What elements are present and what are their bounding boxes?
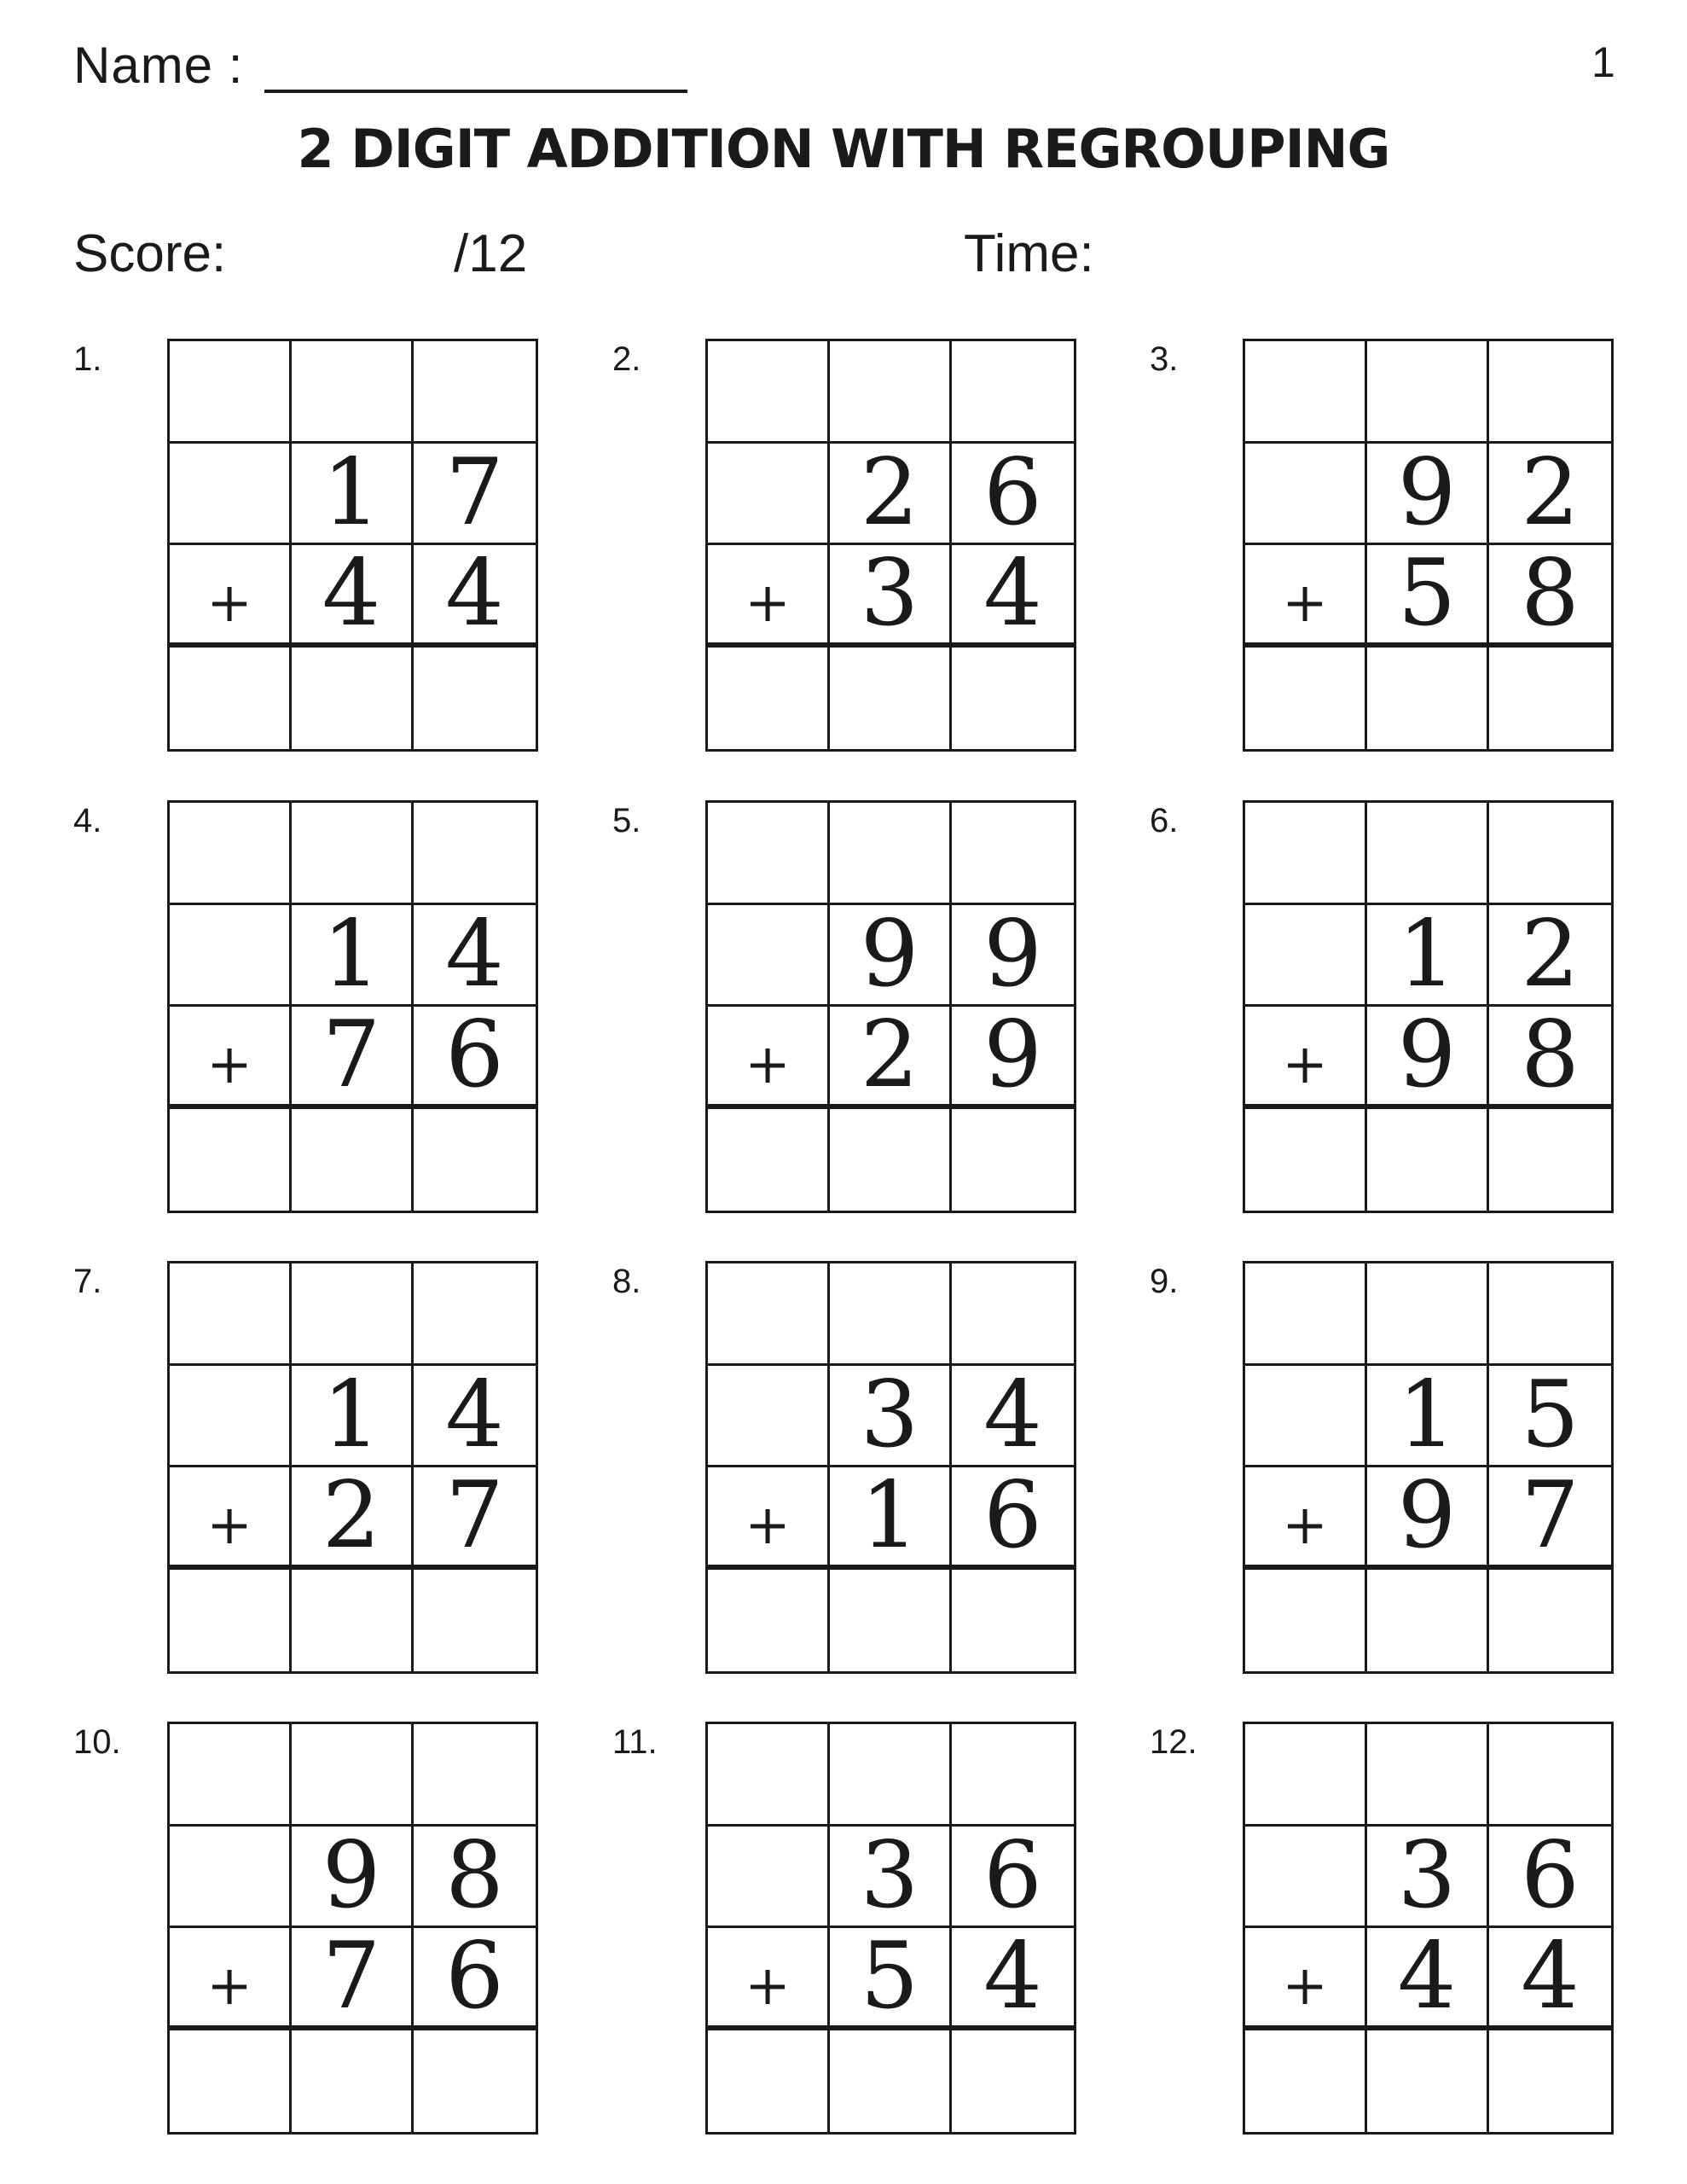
carry-cell[interactable] xyxy=(1489,341,1611,444)
answer-cell[interactable] xyxy=(1489,2030,1611,2133)
empty-cell xyxy=(1245,905,1367,1008)
bottom-digit: 1 xyxy=(830,1467,952,1570)
bottom-digit: 8 xyxy=(1489,545,1611,648)
answer-cell[interactable] xyxy=(1489,1109,1611,1211)
answer-cell[interactable] xyxy=(830,2030,952,2133)
problem-number: 12. xyxy=(1150,1723,1197,1761)
answer-cell[interactable] xyxy=(170,1570,292,1672)
answer-cell[interactable] xyxy=(414,1109,536,1211)
addition-grid xyxy=(1243,1722,1614,2135)
top-digit: 1 xyxy=(292,444,414,546)
name-field[interactable] xyxy=(264,90,687,93)
addition-grid xyxy=(1243,1261,1614,1674)
carry-cell[interactable] xyxy=(952,1263,1074,1366)
plus-sign: + xyxy=(708,545,830,648)
plus-sign: + xyxy=(708,1467,830,1570)
top-digit: 2 xyxy=(1489,905,1611,1008)
addition-grid xyxy=(1243,339,1614,752)
addition-grid xyxy=(167,1722,538,2135)
carry-cell[interactable] xyxy=(292,1263,414,1366)
carry-cell[interactable] xyxy=(952,803,1074,905)
carry-cell[interactable] xyxy=(292,341,414,444)
addition-grid xyxy=(705,800,1076,1213)
empty-cell xyxy=(170,905,292,1008)
answer-cell[interactable] xyxy=(1245,648,1367,750)
plus-sign: + xyxy=(1245,1007,1367,1109)
problem-number: 6. xyxy=(1150,802,1179,839)
bottom-digit: 5 xyxy=(830,1928,952,2030)
bottom-digit: 2 xyxy=(292,1467,414,1570)
carry-cell[interactable] xyxy=(830,1263,952,1366)
answer-cell[interactable] xyxy=(292,1109,414,1211)
bottom-digit: 4 xyxy=(1489,1928,1611,2030)
carry-cell[interactable] xyxy=(414,803,536,905)
page-number: 1 xyxy=(1591,38,1615,86)
carry-cell[interactable] xyxy=(1367,1724,1489,1827)
top-digit: 1 xyxy=(292,1366,414,1468)
carry-cell[interactable] xyxy=(1489,803,1611,905)
carry-cell[interactable] xyxy=(830,341,952,444)
answer-cell[interactable] xyxy=(414,1570,536,1672)
problem-number: 3. xyxy=(1150,340,1179,378)
answer-cell[interactable] xyxy=(708,2030,830,2133)
carry-cell[interactable] xyxy=(414,1263,536,1366)
carry-cell[interactable] xyxy=(292,1724,414,1827)
top-digit: 3 xyxy=(1367,1827,1489,1929)
empty-cell xyxy=(1245,1366,1367,1468)
top-digit: 3 xyxy=(830,1366,952,1468)
empty-cell xyxy=(170,1263,292,1366)
answer-cell[interactable] xyxy=(708,1570,830,1672)
plus-sign: + xyxy=(170,1467,292,1570)
addition-grid xyxy=(167,1261,538,1674)
empty-cell xyxy=(170,1827,292,1929)
answer-cell[interactable] xyxy=(830,648,952,750)
top-digit: 7 xyxy=(414,444,536,546)
empty-cell xyxy=(708,1263,830,1366)
bottom-digit: 9 xyxy=(1367,1007,1489,1109)
empty-cell xyxy=(1245,1827,1367,1929)
answer-cell[interactable] xyxy=(1367,1109,1489,1211)
plus-sign: + xyxy=(170,1007,292,1109)
problem-number: 9. xyxy=(1150,1263,1179,1300)
top-digit: 1 xyxy=(292,905,414,1008)
bottom-digit: 7 xyxy=(414,1467,536,1570)
top-digit: 6 xyxy=(952,1827,1074,1929)
top-digit: 1 xyxy=(1367,905,1489,1008)
top-digit: 1 xyxy=(1367,1366,1489,1468)
empty-cell xyxy=(170,341,292,444)
bottom-digit: 4 xyxy=(292,545,414,648)
addition-grid xyxy=(1243,800,1614,1213)
top-digit: 9 xyxy=(830,905,952,1008)
carry-cell[interactable] xyxy=(952,341,1074,444)
addition-grid xyxy=(705,1261,1076,1674)
top-digit: 4 xyxy=(952,1366,1074,1468)
empty-cell xyxy=(170,803,292,905)
bottom-digit: 5 xyxy=(1367,545,1489,648)
addition-grid xyxy=(167,800,538,1213)
empty-cell xyxy=(1245,803,1367,905)
answer-cell[interactable] xyxy=(414,2030,536,2133)
answer-cell[interactable] xyxy=(952,648,1074,750)
carry-cell[interactable] xyxy=(414,1724,536,1827)
score-total: /12 xyxy=(454,224,528,283)
top-digit: 9 xyxy=(1367,444,1489,546)
carry-cell[interactable] xyxy=(1489,1724,1611,1827)
answer-cell[interactable] xyxy=(952,2030,1074,2133)
name-label: Name : xyxy=(73,37,244,94)
answer-cell[interactable] xyxy=(1489,1570,1611,1672)
plus-sign: + xyxy=(1245,1928,1367,2030)
top-digit: 2 xyxy=(1489,444,1611,546)
top-digit: 6 xyxy=(1489,1827,1611,1929)
empty-cell xyxy=(708,1724,830,1827)
plus-sign: + xyxy=(1245,1467,1367,1570)
empty-cell xyxy=(170,444,292,546)
answer-cell[interactable] xyxy=(1367,1570,1489,1672)
carry-cell[interactable] xyxy=(830,1724,952,1827)
answer-cell[interactable] xyxy=(292,2030,414,2133)
bottom-digit: 6 xyxy=(414,1928,536,2030)
empty-cell xyxy=(708,905,830,1008)
problem-number: 4. xyxy=(73,802,102,839)
answer-cell[interactable] xyxy=(1245,1570,1367,1672)
carry-cell[interactable] xyxy=(414,341,536,444)
bottom-digit: 9 xyxy=(1367,1467,1489,1570)
answer-cell[interactable] xyxy=(292,648,414,750)
top-digit: 8 xyxy=(414,1827,536,1929)
bottom-digit: 7 xyxy=(292,1928,414,2030)
answer-cell[interactable] xyxy=(414,648,536,750)
bottom-digit: 2 xyxy=(830,1007,952,1109)
empty-cell xyxy=(1245,444,1367,546)
bottom-digit: 6 xyxy=(952,1467,1074,1570)
carry-cell[interactable] xyxy=(1367,1263,1489,1366)
empty-cell xyxy=(708,1827,830,1929)
answer-cell[interactable] xyxy=(830,1109,952,1211)
empty-cell xyxy=(708,803,830,905)
bottom-digit: 6 xyxy=(414,1007,536,1109)
top-digit: 4 xyxy=(414,1366,536,1468)
empty-cell xyxy=(708,444,830,546)
answer-cell[interactable] xyxy=(1245,2030,1367,2133)
carry-cell[interactable] xyxy=(830,803,952,905)
bottom-digit: 3 xyxy=(830,545,952,648)
problem-number: 10. xyxy=(73,1723,121,1761)
answer-cell[interactable] xyxy=(292,1570,414,1672)
problem-number: 2. xyxy=(612,340,641,378)
empty-cell xyxy=(1245,1263,1367,1366)
top-digit: 2 xyxy=(830,444,952,546)
plus-sign: + xyxy=(1245,545,1367,648)
problem-number: 7. xyxy=(73,1263,102,1300)
top-digit: 5 xyxy=(1489,1366,1611,1468)
carry-cell[interactable] xyxy=(1489,1263,1611,1366)
score-label: Score: xyxy=(73,224,227,283)
problem-number: 8. xyxy=(612,1263,641,1300)
carry-cell[interactable] xyxy=(1367,803,1489,905)
answer-cell[interactable] xyxy=(170,1109,292,1211)
time-label: Time: xyxy=(964,224,1094,283)
bottom-digit: 8 xyxy=(1489,1007,1611,1109)
top-digit: 9 xyxy=(292,1827,414,1929)
addition-grid xyxy=(705,1722,1076,2135)
answer-cell[interactable] xyxy=(1489,648,1611,750)
problem-number: 11. xyxy=(612,1723,658,1761)
bottom-digit: 4 xyxy=(952,1928,1074,2030)
answer-cell[interactable] xyxy=(1367,648,1489,750)
bottom-digit: 7 xyxy=(1489,1467,1611,1570)
empty-cell xyxy=(170,1724,292,1827)
empty-cell xyxy=(170,1366,292,1468)
answer-cell[interactable] xyxy=(1245,1109,1367,1211)
carry-cell[interactable] xyxy=(952,1724,1074,1827)
answer-cell[interactable] xyxy=(170,648,292,750)
plus-sign: + xyxy=(708,1928,830,2030)
answer-cell[interactable] xyxy=(952,1570,1074,1672)
addition-grid xyxy=(167,339,538,752)
problem-number: 5. xyxy=(612,802,641,839)
top-digit: 6 xyxy=(952,444,1074,546)
top-digit: 4 xyxy=(414,905,536,1008)
empty-cell xyxy=(1245,1724,1367,1827)
empty-cell xyxy=(708,1366,830,1468)
plus-sign: + xyxy=(170,545,292,648)
bottom-digit: 4 xyxy=(414,545,536,648)
answer-cell[interactable] xyxy=(708,1109,830,1211)
plus-sign: + xyxy=(708,1007,830,1109)
bottom-digit: 9 xyxy=(952,1007,1074,1109)
top-digit: 3 xyxy=(830,1827,952,1929)
problem-number: 1. xyxy=(73,340,102,378)
answer-cell[interactable] xyxy=(1367,2030,1489,2133)
plus-sign: + xyxy=(170,1928,292,2030)
answer-cell[interactable] xyxy=(170,2030,292,2133)
bottom-digit: 4 xyxy=(952,545,1074,648)
carry-cell[interactable] xyxy=(292,803,414,905)
top-digit: 9 xyxy=(952,905,1074,1008)
empty-cell xyxy=(708,341,830,444)
page-title: 2 DIGIT ADDITION WITH REGROUPING xyxy=(297,118,1390,180)
bottom-digit: 4 xyxy=(1367,1928,1489,2030)
addition-grid xyxy=(705,339,1076,752)
answer-cell[interactable] xyxy=(830,1570,952,1672)
answer-cell[interactable] xyxy=(708,648,830,750)
bottom-digit: 7 xyxy=(292,1007,414,1109)
empty-cell xyxy=(1245,341,1367,444)
carry-cell[interactable] xyxy=(1367,341,1489,444)
answer-cell[interactable] xyxy=(952,1109,1074,1211)
